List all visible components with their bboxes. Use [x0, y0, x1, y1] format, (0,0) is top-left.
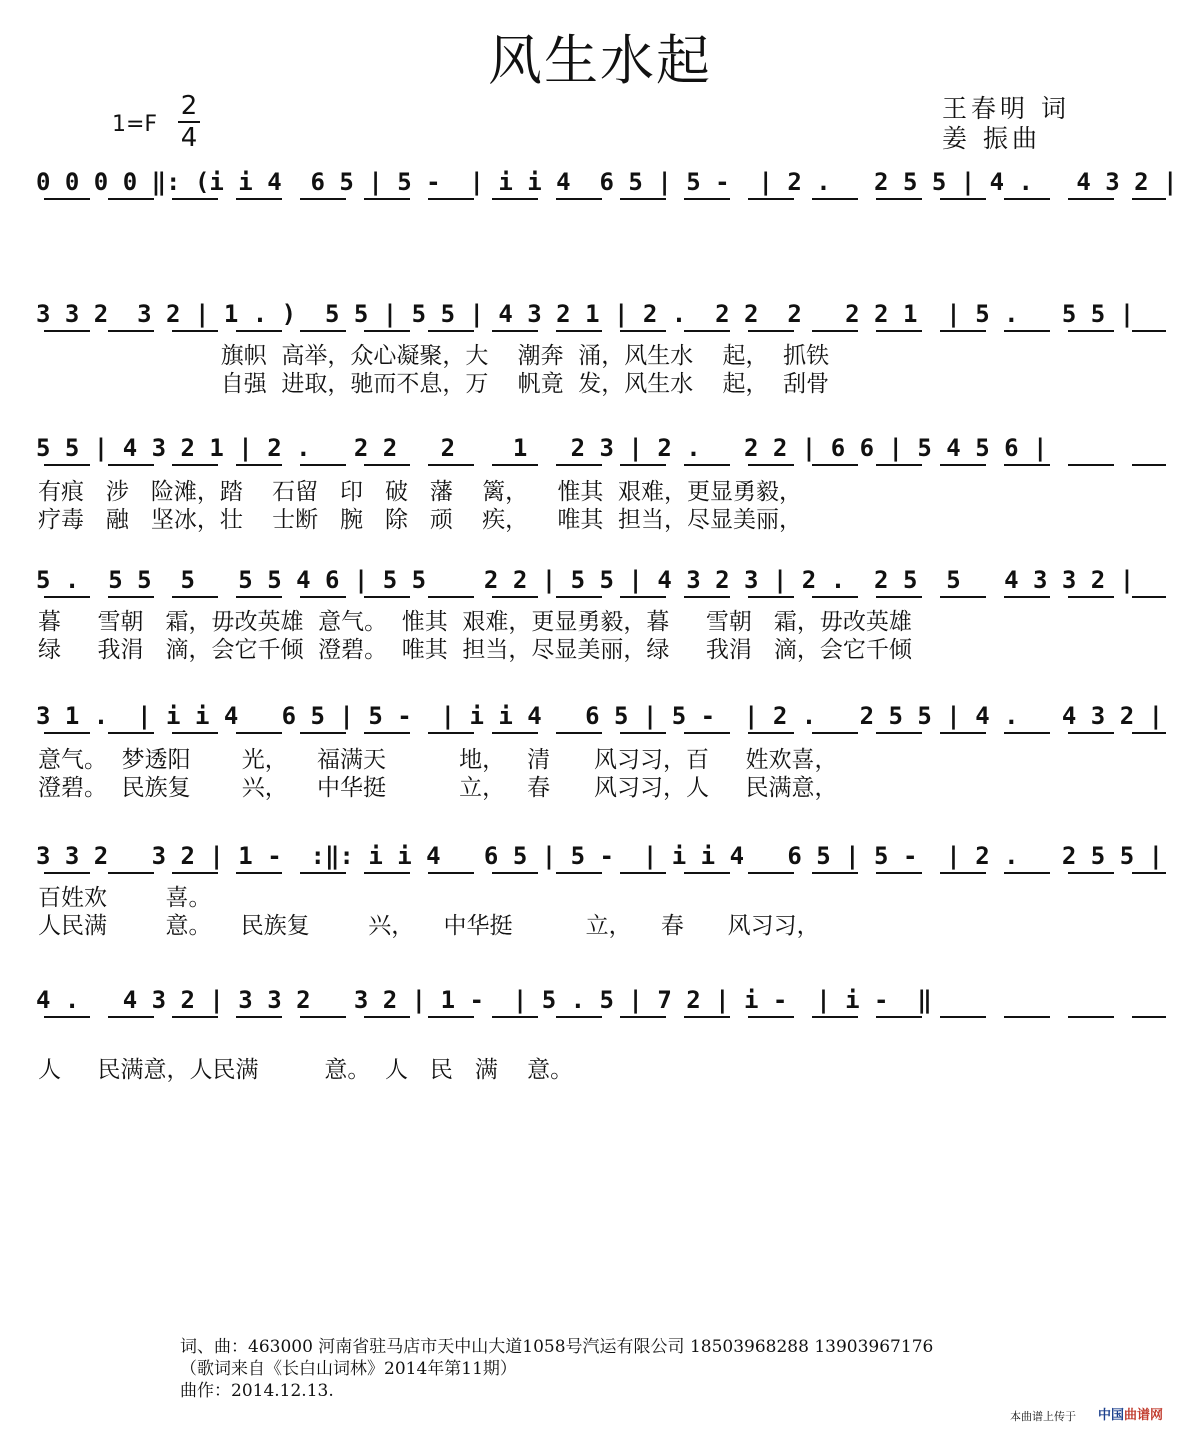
notation-line-7: 4 . 4 3 2 | 3 3 2 3 2 | 1 - | 5 . 5 | 7 2 | i - | i - ‖: [36, 982, 1166, 1018]
footer-source: （歌词来自《长白山词林》2014年第11期）: [180, 1359, 517, 1379]
lyric-line-2b: 自强 进取，驰而不息，万 帆竟 发，风生水 起， 刮骨: [38, 371, 830, 397]
lyric-line-7a: 人 民满意，人民满 意。 人 民 满 意。: [38, 1057, 574, 1083]
lyric-line-5a: 意气。 梦透阳 光， 福满天 地， 清 风习习，百 姓欢喜，: [38, 747, 838, 773]
site-logo-name: 曲谱网: [1124, 1408, 1164, 1423]
lyric-line-6a: 百姓欢 喜。: [38, 885, 212, 911]
upload-note: 本曲谱上传于: [1010, 1410, 1076, 1423]
credits: [942, 94, 1070, 154]
meter-denominator: 4: [180, 123, 198, 153]
lyric-line-3a: 有痕 涉 险滩，踏 石留 印 破 藩 篱， 惟其 艰难，更显勇毅，: [38, 479, 803, 505]
footer-date: 曲作：2014.12.13.: [180, 1381, 334, 1401]
lyric-line-5b: 澄碧。 民族复 兴， 中华挺 立， 春 风习习，人 民满意，: [38, 775, 838, 801]
lyric-line-4b: 绿 我涓 滴，会它千倾 澄碧。 唯其 担当，尽显美丽，绿 我涓 滴，会它千倾: [38, 637, 912, 663]
key-signature: 1=F: [112, 112, 158, 137]
lyricist: 王春明 词: [942, 94, 1070, 123]
notation-line-2: 3 3 2 3 2 | 1 . ) 5 5 | 5 5 | 4 3 2 1 | 2 . 2 2 2 2 2 1 | 5 . 5 5 |: [36, 296, 1166, 332]
lyric-line-4a: 暮 雪朝 霜，毋改英雄 意气。 惟其 艰难，更显勇毅，暮 雪朝 霜，毋改英雄: [38, 609, 912, 635]
lyric-line-3b: 疗毒 融 坚冰，壮 士断 腕 除 顽 疾， 唯其 担当，尽显美丽，: [38, 507, 803, 533]
notation-line-3: 5 5 | 4 3 2 1 | 2 . 2 2 2 1 2 3 | 2 . 2 2 | 6 6 | 5 4 5 6 |: [36, 430, 1166, 466]
notation-line-6: 3 3 2 3 2 | 1 - :‖: i i 4 6 5 | 5 - | i i 4 6 5 | 5 - | 2 . 2 5 5 |: [36, 838, 1166, 874]
score-title: 风生水起: [488, 29, 712, 92]
site-logo-prefix: 中国: [1098, 1408, 1125, 1423]
site-logo: [1098, 1404, 1163, 1423]
lyric-line-6b: 人民满 意。 民族复 兴， 中华挺 立， 春 风习习，: [38, 913, 820, 939]
composer: 姜 振曲: [942, 124, 1041, 153]
notation-line-1: 0 0 0 0 ‖: (i i 4 6 5 | 5 - | i i 4 6 5 | 5 - | 2 . 2 5 5 | 4 . 4 3 2 |: [36, 164, 1166, 200]
footer-contact: 词、曲：463000 河南省驻马店市天中山大道1058号汽运有限公司 18503968288 13903967176: [180, 1337, 934, 1357]
notation-line-5: 3 1 . | i i 4 6 5 | 5 - | i i 4 6 5 | 5 - | 2 . 2 5 5 | 4 . 4 3 2 |: [36, 698, 1166, 734]
notation-line-4: 5 . 5 5 5 5 5 4 6 | 5 5 2 2 | 5 5 | 4 3 2 3 | 2 . 2 5 5 4 3 3 2 |: [36, 562, 1166, 598]
time-signature: [178, 92, 200, 152]
footer-info: [180, 1336, 933, 1402]
meter-numerator: 2: [180, 91, 198, 121]
lyric-line-2a: 旗帜 高举，众心凝聚，大 潮奔 涌，风生水 起， 抓铁: [38, 343, 830, 369]
